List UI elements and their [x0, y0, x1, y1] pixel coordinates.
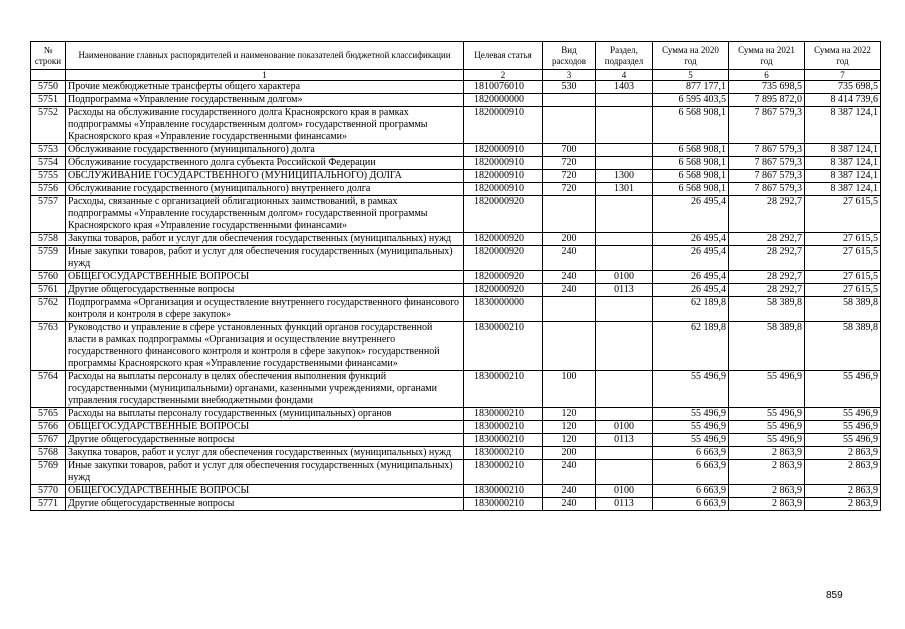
sum-2020-cell: 62 189,8 [653, 297, 729, 322]
section-cell [596, 371, 653, 408]
sum-2021-cell: 7 867 579,3 [729, 183, 805, 196]
sum-2020-cell: 6 568 908,1 [653, 157, 729, 170]
sum-2020-cell: 26 495,4 [653, 196, 729, 233]
expense-type-cell: 240 [543, 485, 596, 498]
header-expense-type: Вид расходов [543, 42, 596, 70]
row-name-cell: Иные закупки товаров, работ и услуг для обеспечения государственных (муниципальных) нужд [66, 246, 464, 271]
sum-2020-cell: 6 595 403,5 [653, 94, 729, 107]
header-row [31, 42, 881, 70]
column-index-cell: 3 [543, 70, 596, 81]
sum-2020-cell: 877 177,1 [653, 81, 729, 94]
section-cell [596, 107, 653, 144]
section-cell [596, 322, 653, 371]
row-number-cell: 5766 [31, 421, 66, 434]
section-cell: 0113 [596, 498, 653, 511]
expense-type-cell: 720 [543, 157, 596, 170]
sum-2022-cell: 58 389,8 [805, 297, 881, 322]
section-cell: 0113 [596, 284, 653, 297]
table-row [31, 144, 881, 157]
column-index-cell [31, 70, 66, 81]
target-article-cell: 1830000000 [464, 297, 543, 322]
sum-2020-cell: 6 663,9 [653, 498, 729, 511]
target-article-cell: 1820000910 [464, 183, 543, 196]
expense-type-cell: 120 [543, 434, 596, 447]
target-article-cell: 1820000920 [464, 233, 543, 246]
target-article-cell: 1820000920 [464, 196, 543, 233]
sum-2021-cell: 28 292,7 [729, 246, 805, 271]
sum-2021-cell: 55 496,9 [729, 434, 805, 447]
sum-2020-cell: 6 568 908,1 [653, 170, 729, 183]
sum-2020-cell: 55 496,9 [653, 421, 729, 434]
row-name-cell: Прочие межбюджетные трансферты общего характера [66, 81, 464, 94]
row-number-cell: 5767 [31, 434, 66, 447]
row-number-cell: 5757 [31, 196, 66, 233]
table-row [31, 271, 881, 284]
expense-type-cell: 530 [543, 81, 596, 94]
row-name-cell: Расходы на выплаты персоналу в целях обеспечения выполнения функций государственными (муниципальными) органами, казенными учреждениями, органами управления государственными внебюджетными фондами [66, 371, 464, 408]
row-name-cell: Расходы на обслуживание государственного долга Красноярского края в рамках подпрограммы «Управление государственным долгом» государственной программы Красноярского края «Управление государственными финансами» [66, 107, 464, 144]
table-row [31, 107, 881, 144]
row-name-cell: Другие общегосударственные вопросы [66, 284, 464, 297]
sum-2022-cell: 8 387 124,1 [805, 157, 881, 170]
sum-2021-cell: 28 292,7 [729, 233, 805, 246]
sum-2020-cell: 6 568 908,1 [653, 144, 729, 157]
section-cell [596, 246, 653, 271]
target-article-cell: 1820000920 [464, 271, 543, 284]
expense-type-cell: 240 [543, 498, 596, 511]
target-article-cell: 1830000210 [464, 485, 543, 498]
sum-2022-cell: 735 698,5 [805, 81, 881, 94]
row-number-cell: 5753 [31, 144, 66, 157]
expense-type-cell [543, 196, 596, 233]
table-row [31, 157, 881, 170]
row-number-cell: 5760 [31, 271, 66, 284]
sum-2021-cell: 2 863,9 [729, 460, 805, 485]
sum-2021-cell: 28 292,7 [729, 284, 805, 297]
sum-2021-cell: 58 389,8 [729, 297, 805, 322]
header-sum-2022: Сумма на 2022 год [805, 42, 881, 70]
section-cell [596, 144, 653, 157]
sum-2021-cell: 2 863,9 [729, 447, 805, 460]
expense-type-cell: 720 [543, 170, 596, 183]
sum-2022-cell: 2 863,9 [805, 460, 881, 485]
row-number-cell: 5759 [31, 246, 66, 271]
sum-2020-cell: 6 663,9 [653, 485, 729, 498]
section-cell: 1300 [596, 170, 653, 183]
row-name-cell: Расходы, связанные с организацией облигационных заимствований, в рамках подпрограммы «Управление государственным долгом» государственной программы Красноярского края «Управление государственными финансами» [66, 196, 464, 233]
sum-2022-cell: 8 387 124,1 [805, 107, 881, 144]
sum-2020-cell: 6 663,9 [653, 460, 729, 485]
column-index-cell: 6 [729, 70, 805, 81]
sum-2022-cell: 2 863,9 [805, 447, 881, 460]
section-cell [596, 460, 653, 485]
table-row [31, 183, 881, 196]
sum-2022-cell: 55 496,9 [805, 371, 881, 408]
row-name-cell: Закупка товаров, работ и услуг для обеспечения государственных (муниципальных) нужд [66, 447, 464, 460]
expense-type-cell: 100 [543, 371, 596, 408]
sum-2021-cell: 7 867 579,3 [729, 170, 805, 183]
expense-type-cell: 120 [543, 421, 596, 434]
sum-2022-cell: 8 387 124,1 [805, 183, 881, 196]
column-index-cell: 7 [805, 70, 881, 81]
row-number-cell: 5758 [31, 233, 66, 246]
sum-2022-cell: 27 615,5 [805, 196, 881, 233]
table-row [31, 460, 881, 485]
table-row [31, 284, 881, 297]
section-cell [596, 233, 653, 246]
expense-type-cell: 700 [543, 144, 596, 157]
section-cell: 0100 [596, 421, 653, 434]
row-name-cell: Другие общегосударственные вопросы [66, 498, 464, 511]
header-name: Наименование главных распорядителей и наименование показателей бюджетной классификации [66, 42, 464, 70]
table-row [31, 196, 881, 233]
row-name-cell: Расходы на выплаты персоналу государственных (муниципальных) органов [66, 408, 464, 421]
column-index-cell: 2 [464, 70, 543, 81]
sum-2020-cell: 6 568 908,1 [653, 107, 729, 144]
sum-2021-cell: 58 389,8 [729, 322, 805, 371]
sum-2020-cell: 26 495,4 [653, 284, 729, 297]
sum-2022-cell: 27 615,5 [805, 246, 881, 271]
row-number-cell: 5761 [31, 284, 66, 297]
target-article-cell: 1830000210 [464, 447, 543, 460]
row-name-cell: Подпрограмма «Организация и осуществление внутреннего государственного финансового контроля и контроля в сфере закупок» [66, 297, 464, 322]
column-index-row [31, 70, 881, 81]
expense-type-cell [543, 322, 596, 371]
sum-2020-cell: 55 496,9 [653, 371, 729, 408]
sum-2022-cell: 27 615,5 [805, 284, 881, 297]
target-article-cell: 1830000210 [464, 498, 543, 511]
header-sum-2020: Сумма на 2020 год [653, 42, 729, 70]
row-number-cell: 5764 [31, 371, 66, 408]
header-section: Раздел, подраздел [596, 42, 653, 70]
table-row [31, 94, 881, 107]
table-row [31, 246, 881, 271]
target-article-cell: 1820000910 [464, 170, 543, 183]
row-number-cell: 5750 [31, 81, 66, 94]
expense-type-cell: 240 [543, 246, 596, 271]
table-row [31, 498, 881, 511]
target-article-cell: 1830000210 [464, 371, 543, 408]
sum-2022-cell: 27 615,5 [805, 233, 881, 246]
table-row [31, 485, 881, 498]
row-number-cell: 5768 [31, 447, 66, 460]
table-row [31, 81, 881, 94]
sum-2022-cell: 55 496,9 [805, 421, 881, 434]
row-number-cell: 5754 [31, 157, 66, 170]
target-article-cell: 1820000920 [464, 246, 543, 271]
section-cell [596, 408, 653, 421]
column-index-cell: 4 [596, 70, 653, 81]
table-row [31, 297, 881, 322]
row-name-cell: Другие общегосударственные вопросы [66, 434, 464, 447]
expense-type-cell: 120 [543, 408, 596, 421]
sum-2022-cell: 2 863,9 [805, 485, 881, 498]
row-number-cell: 5770 [31, 485, 66, 498]
target-article-cell: 1820000920 [464, 284, 543, 297]
sum-2020-cell: 6 663,9 [653, 447, 729, 460]
sum-2021-cell: 55 496,9 [729, 408, 805, 421]
sum-2022-cell: 27 615,5 [805, 271, 881, 284]
row-number-cell: 5765 [31, 408, 66, 421]
sum-2021-cell: 7 867 579,3 [729, 144, 805, 157]
expense-type-cell [543, 297, 596, 322]
target-article-cell: 1830000210 [464, 408, 543, 421]
sum-2021-cell: 7 867 579,3 [729, 157, 805, 170]
sum-2020-cell: 6 568 908,1 [653, 183, 729, 196]
expense-type-cell: 200 [543, 447, 596, 460]
target-article-cell: 1830000210 [464, 322, 543, 371]
header-row-number: № строки [31, 42, 66, 70]
section-cell: 1301 [596, 183, 653, 196]
section-cell [596, 94, 653, 107]
sum-2020-cell: 55 496,9 [653, 434, 729, 447]
sum-2021-cell: 2 863,9 [729, 485, 805, 498]
table-row [31, 434, 881, 447]
row-number-cell: 5762 [31, 297, 66, 322]
sum-2022-cell: 8 387 124,1 [805, 170, 881, 183]
sum-2021-cell: 28 292,7 [729, 196, 805, 233]
header-target-article: Целевая статья [464, 42, 543, 70]
target-article-cell: 1830000210 [464, 421, 543, 434]
row-number-cell: 5751 [31, 94, 66, 107]
page-number: 859 [826, 590, 843, 601]
row-number-cell: 5769 [31, 460, 66, 485]
row-name-cell: Закупка товаров, работ и услуг для обеспечения государственных (муниципальных) нужд [66, 233, 464, 246]
expense-type-cell [543, 94, 596, 107]
target-article-cell: 1810076010 [464, 81, 543, 94]
expense-type-cell: 240 [543, 284, 596, 297]
sum-2021-cell: 55 496,9 [729, 421, 805, 434]
section-cell [596, 297, 653, 322]
row-name-cell: ОБСЛУЖИВАНИЕ ГОСУДАРСТВЕННОГО (МУНИЦИПАЛЬНОГО) ДОЛГА [66, 170, 464, 183]
row-name-cell: ОБЩЕГОСУДАРСТВЕННЫЕ ВОПРОСЫ [66, 271, 464, 284]
table-row [31, 371, 881, 408]
sum-2020-cell: 26 495,4 [653, 246, 729, 271]
row-name-cell: ОБЩЕГОСУДАРСТВЕННЫЕ ВОПРОСЫ [66, 421, 464, 434]
row-name-cell: Иные закупки товаров, работ и услуг для обеспечения государственных (муниципальных) нужд [66, 460, 464, 485]
section-cell [596, 196, 653, 233]
sum-2021-cell: 735 698,5 [729, 81, 805, 94]
section-cell: 0100 [596, 271, 653, 284]
sum-2020-cell: 62 189,8 [653, 322, 729, 371]
row-name-cell: Обслуживание государственного (муниципального) внутреннего долга [66, 183, 464, 196]
target-article-cell: 1830000210 [464, 434, 543, 447]
row-name-cell: Обслуживание государственного (муниципального) долга [66, 144, 464, 157]
expense-type-cell: 240 [543, 460, 596, 485]
table-row [31, 447, 881, 460]
section-cell: 0113 [596, 434, 653, 447]
target-article-cell: 1830000210 [464, 460, 543, 485]
section-cell [596, 447, 653, 460]
sum-2022-cell: 8 414 739,6 [805, 94, 881, 107]
row-number-cell: 5752 [31, 107, 66, 144]
expense-type-cell: 200 [543, 233, 596, 246]
row-name-cell: Руководство и управление в сфере установленных функций органов государственной власти в рамках подпрограммы «Организация и осуществление внутреннего государственного финансового контроля и контроля в сфере закупок» государственной программы Красноярского края «Управление государственными финансами» [66, 322, 464, 371]
sum-2021-cell: 55 496,9 [729, 371, 805, 408]
target-article-cell: 1820000910 [464, 144, 543, 157]
column-index-cell: 1 [66, 70, 464, 81]
expense-type-cell: 720 [543, 183, 596, 196]
table-row [31, 421, 881, 434]
sum-2022-cell: 55 496,9 [805, 434, 881, 447]
table-row [31, 408, 881, 421]
table-body [31, 81, 881, 511]
sum-2022-cell: 2 863,9 [805, 498, 881, 511]
sum-2020-cell: 55 496,9 [653, 408, 729, 421]
section-cell [596, 157, 653, 170]
target-article-cell: 1820000910 [464, 107, 543, 144]
column-index-cell: 5 [653, 70, 729, 81]
sum-2021-cell: 28 292,7 [729, 271, 805, 284]
sum-2020-cell: 26 495,4 [653, 271, 729, 284]
row-name-cell: ОБЩЕГОСУДАРСТВЕННЫЕ ВОПРОСЫ [66, 485, 464, 498]
sum-2020-cell: 26 495,4 [653, 233, 729, 246]
row-number-cell: 5755 [31, 170, 66, 183]
row-name-cell: Подпрограмма «Управление государственным долгом» [66, 94, 464, 107]
sum-2022-cell: 55 496,9 [805, 408, 881, 421]
row-number-cell: 5763 [31, 322, 66, 371]
expense-type-cell [543, 107, 596, 144]
target-article-cell: 1820000910 [464, 157, 543, 170]
table-row [31, 170, 881, 183]
header-sum-2021: Сумма на 2021 год [729, 42, 805, 70]
section-cell: 0100 [596, 485, 653, 498]
sum-2021-cell: 7 895 872,0 [729, 94, 805, 107]
sum-2021-cell: 7 867 579,3 [729, 107, 805, 144]
expense-type-cell: 240 [543, 271, 596, 284]
table-row [31, 233, 881, 246]
sum-2021-cell: 2 863,9 [729, 498, 805, 511]
sum-2022-cell: 58 389,8 [805, 322, 881, 371]
sum-2022-cell: 8 387 124,1 [805, 144, 881, 157]
table-row [31, 322, 881, 371]
row-name-cell: Обслуживание государственного долга субъекта Российской Федерации [66, 157, 464, 170]
section-cell: 1403 [596, 81, 653, 94]
row-number-cell: 5771 [31, 498, 66, 511]
target-article-cell: 1820000000 [464, 94, 543, 107]
budget-table [30, 41, 881, 511]
row-number-cell: 5756 [31, 183, 66, 196]
